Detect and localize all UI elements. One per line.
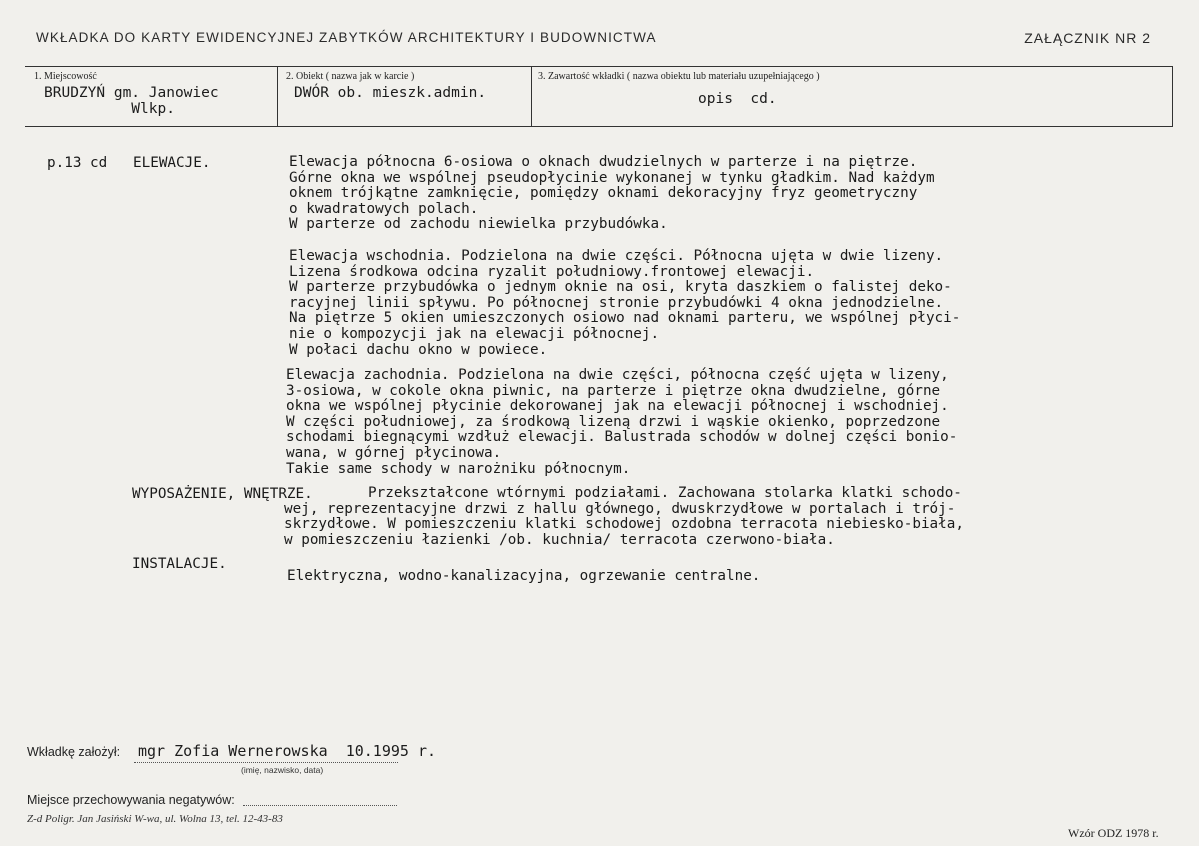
table-right-rule: [1172, 66, 1173, 126]
printer-imprint: Z-d Poligr. Jan Jasiński W-wa, ul. Wolna 13, tel. 12-43-83: [27, 813, 283, 825]
object-value: DWÓR ob. mieszk.admin.: [294, 85, 487, 101]
content-value: opis cd.: [698, 91, 777, 107]
created-by-label: Wkładkę założył:: [27, 745, 121, 759]
created-by-hint: (imię, nazwisko, data): [241, 765, 324, 775]
table-top-rule: [25, 66, 1173, 67]
content-label: 3. Zawartość wkładki ( nazwa obiektu lub materiału uzupełniającego ): [538, 71, 820, 82]
furnishing-heading: WYPOSAŻENIE, WNĘTRZE.: [132, 486, 313, 502]
elevation-west-paragraph: Elewacja zachodnia. Podzielona na dwie części, północna część ujęta w lizeny, 3-osiowa, w cokole okna piwnic, na parterze i piętrze okna dwudzielne, górne okna we wspólnej płycinie dekorowanej jak na elewacji północnej i wschodniej. W części południowej, za środkową lizeną drzwi i wąskie okienko, poprzedzone schodami biegnącymi wzdłuż elewacji. Balustrada schodów w dolnej części bonio- wana, w górnej płycinowa. Takie same schody w narożniku północnym.: [286, 367, 958, 477]
negatives-label: Miejsce przechowywania negatywów:: [27, 793, 235, 807]
annex-number: ZAŁĄCZNIK NR 2: [1024, 30, 1151, 46]
installations-paragraph: Elektryczna, wodno-kanalizacyjna, ogrzewanie centralne.: [287, 568, 761, 584]
form-model: Wzór ODZ 1978 r.: [1068, 826, 1159, 840]
elevations-heading: ELEWACJE.: [133, 155, 211, 171]
table-bottom-rule: [25, 126, 1173, 127]
furnishing-paragraph: Przekształcone wtórnymi podziałami. Zachowana stolarka klatki schodo- wej, reprezentacyjne drzwi z hallu głównego, dwuskrzydłowe w portalach i trój- skrzydłowe. W pomieszczeniu klatki schodowej ozdobna terracota niebiesko-biała, w pomieszczeniu łazienki /ob. kuchnia/ terracota czerwono-biała.: [284, 485, 964, 548]
column-divider: [531, 66, 532, 126]
locality-label: 1. Miejscowość: [34, 71, 97, 82]
locality-value: BRUDZYŃ gm. Janowiec Wlkp.: [44, 85, 219, 117]
page-reference: p.13 cd: [47, 155, 108, 171]
object-label: 2. Obiekt ( nazwa jak w karcie ): [286, 71, 415, 82]
negatives-dotted-line: [243, 805, 397, 806]
created-by-dotted-line: [134, 762, 398, 763]
installations-heading: INSTALACJE.: [132, 556, 227, 572]
elevation-north-paragraph: Elewacja północna 6-osiowa o oknach dwudzielnych w parterze i na piętrze. Górne okna we wspólnej pseudopłycinie wykonanej w tynku gładkim. Nad każdym oknem trójkątne zamknięcie, pomiędzy oknami dekoracyjny fryz geometryczny o kwadratowych polach. W parterze od zachodu niewielka przybudówka.: [289, 154, 935, 233]
elevation-east-paragraph: Elewacja wschodnia. Podzielona na dwie części. Północna ujęta w dwie lizeny. Lizena środkowa odcina ryzalit południowy.frontowej elewacji. W parterze przybudówka o jednym oknie na osi, kryta daszkiem o falistej deko- racyjnej linii spływu. Po północnej stronie przybudówki 4 okna jednodzielne. Na piętrze 5 okien umieszczonych osiowo nad oknami parteru, we wspólnej płyci- nie o kompozycji jak na elewacji północnej. W połaci dachu okno w powiece.: [289, 248, 961, 358]
card-title: WKŁADKA DO KARTY EWIDENCYJNEJ ZABYTKÓW ARCHITEKTURY I BUDOWNICTWA: [36, 30, 657, 45]
created-by-value: mgr Zofia Wernerowska 10.1995 r.: [138, 742, 437, 760]
column-divider: [277, 66, 278, 126]
